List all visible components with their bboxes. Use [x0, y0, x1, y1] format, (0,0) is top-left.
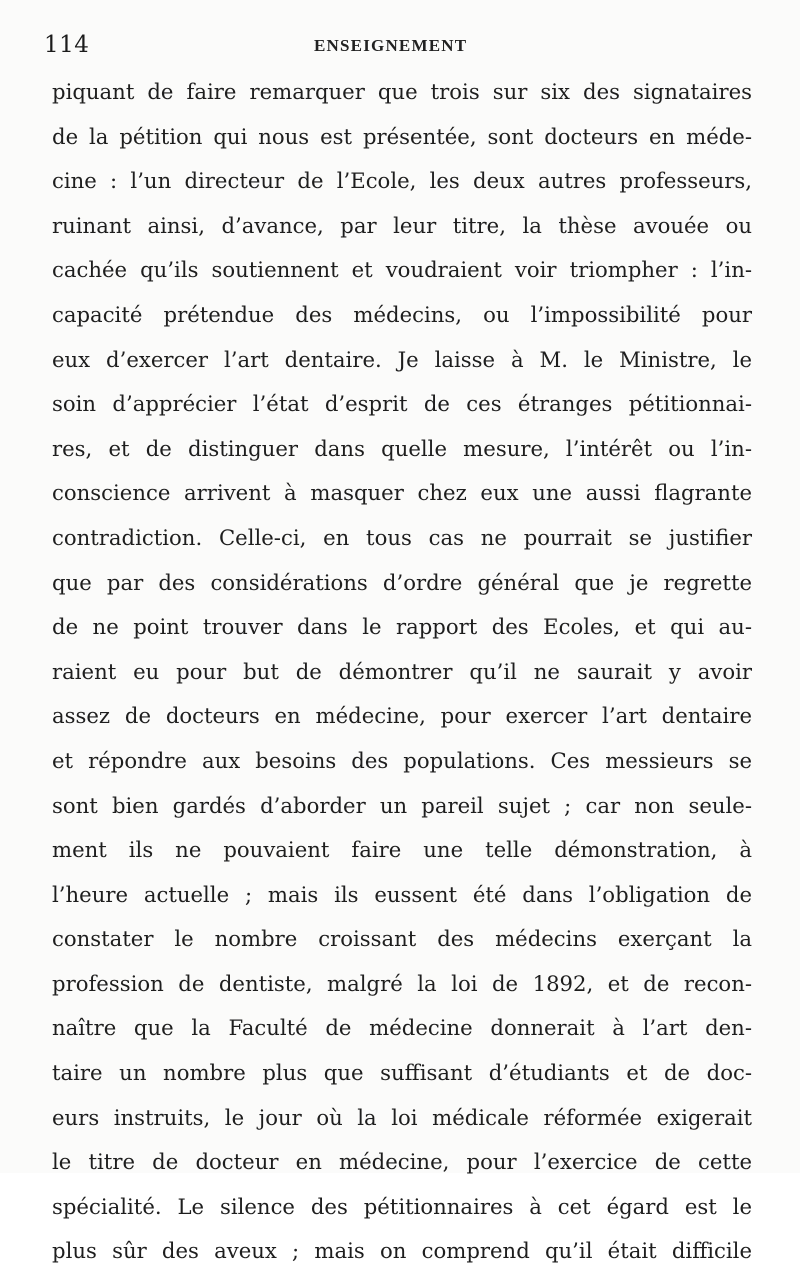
text-line: le titre de docteur en médecine, pour l’exercice de cette	[52, 1149, 752, 1175]
text-line: contradiction. Celle-ci, en tous cas ne pourrait se justifier	[52, 524, 752, 550]
text-line: eux d’exercer l’art dentaire. Je laisse à M. le Ministre, le	[52, 346, 752, 372]
text-line: naître que la Faculté de médecine donnerait à l’art den-	[52, 1015, 752, 1041]
text-line: assez de docteurs en médecine, pour exercer l’art dentaire	[52, 703, 752, 729]
text-line: ruinant ainsi, d’avance, par leur titre, la thèse avouée ou	[52, 212, 752, 238]
text-line: de ne point trouver dans le rapport des Ecoles, et qui au-	[52, 614, 752, 640]
text-line: et répondre aux besoins des populations. Ces messieurs se	[52, 747, 752, 773]
text-line: sont bien gardés d’aborder un pareil sujet ; car non seule-	[52, 792, 752, 818]
text-line: de la pétition qui nous est présentée, sont docteurs en méde-	[52, 123, 752, 149]
text-line: que par des considérations d’ordre général que je regrette	[52, 569, 752, 595]
text-line: profession de dentiste, malgré la loi de 1892, et de recon-	[52, 970, 752, 996]
text-line: raient eu pour but de démontrer qu’il ne saurait y avoir	[52, 658, 752, 684]
text-line: conscience arrivent à masquer chez eux une aussi flagrante	[52, 480, 752, 506]
text-line: ment ils ne pouvaient faire une telle démonstration, à	[52, 837, 752, 863]
text-line: plus sûr des aveux ; mais on comprend qu’il était difficile	[52, 1238, 752, 1264]
text-line: soin d’apprécier l’état d’esprit de ces étranges pétitionnai-	[52, 391, 752, 417]
text-line: taire un nombre plus que suffisant d’étudiants et de doc-	[52, 1060, 752, 1086]
text-line: capacité prétendue des médecins, ou l’impossibilité pour	[52, 301, 752, 327]
text-line: l’heure actuelle ; mais ils eussent été dans l’obligation de	[52, 881, 752, 907]
text-line: cine : l’un directeur de l’Ecole, les deux autres professeurs,	[52, 168, 752, 194]
body-text	[52, 70, 752, 1274]
text-line: constater le nombre croissant des médecins exerçant la	[52, 926, 752, 952]
running-head	[44, 32, 754, 66]
text-line: spécialité. Le silence des pétitionnaires à cet égard est le	[52, 1193, 752, 1219]
text-line: cachée qu’ils soutiennent et voudraient voir triompher : l’in-	[52, 257, 752, 283]
running-title: ENSEIGNEMENT	[314, 36, 468, 55]
text-line: res, et de distinguer dans quelle mesure, l’intérêt ou l’in-	[52, 435, 752, 461]
page-number: 114	[44, 32, 90, 58]
text-line: piquant de faire remarquer que trois sur six des signataires	[52, 79, 752, 104]
text-line: eurs instruits, le jour où la loi médicale réformée exigerait	[52, 1104, 752, 1130]
